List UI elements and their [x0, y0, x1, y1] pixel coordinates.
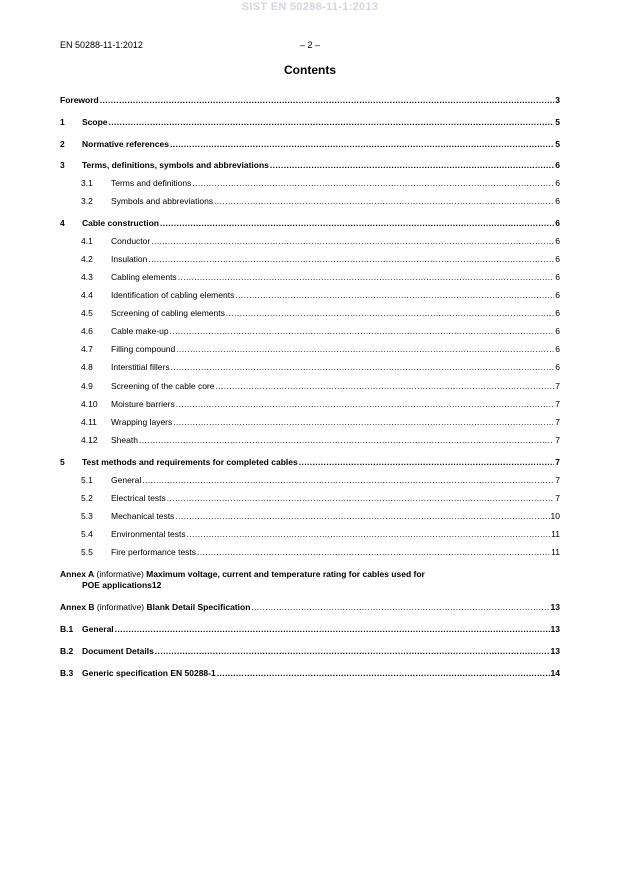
annex-a-entry-continued[interactable]: [60, 580, 560, 592]
toc-entry-number: 5: [60, 457, 65, 467]
toc-entry[interactable]: [60, 117, 560, 129]
toc-entry-page: 11: [551, 529, 560, 539]
toc-entry-page: 6: [555, 344, 560, 354]
toc-entry-page: 5: [555, 117, 560, 127]
toc-entry[interactable]: [60, 435, 560, 447]
toc-entry-title: Electrical tests: [111, 493, 166, 503]
toc-entry-title: Conductor: [111, 236, 151, 246]
annex-b-section-title: Document Details: [82, 646, 154, 656]
leader-dots: [109, 117, 555, 127]
toc-entry[interactable]: [60, 547, 560, 559]
annex-b-informative: (informative): [96, 602, 145, 612]
annex-b-section-entry[interactable]: [60, 646, 560, 658]
annex-a-entry[interactable]: [60, 569, 560, 579]
toc-entry-title: Interstitial fillers: [111, 362, 170, 372]
leader-dots: [170, 326, 555, 336]
toc-entry-number: 4.11: [81, 417, 97, 427]
leader-dots: [175, 511, 549, 521]
leader-dots: [251, 602, 549, 612]
leader-dots: [171, 362, 555, 372]
toc-entry[interactable]: [60, 457, 560, 469]
toc-entry[interactable]: [60, 160, 560, 172]
toc-entry[interactable]: [60, 475, 560, 487]
leader-dots: [214, 196, 554, 206]
annex-b-section-number: B.1: [60, 624, 74, 634]
toc-entry[interactable]: [60, 493, 560, 505]
toc-entry[interactable]: [60, 236, 560, 248]
toc-entry-page: 6: [555, 160, 560, 170]
toc-entry-page: 6: [555, 272, 560, 282]
leader-dots: [178, 272, 555, 282]
toc-entry-number: 4.3: [81, 272, 93, 282]
toc-entry-title: Terms, definitions, symbols and abbreviations: [82, 160, 269, 170]
toc-entry-page: 7: [555, 457, 560, 467]
leader-dots: [192, 178, 554, 188]
annex-a-informative: (informative): [96, 569, 144, 579]
toc-entry-title: Environmental tests: [111, 529, 186, 539]
annex-b-label: Annex B: [60, 602, 95, 612]
toc-entry[interactable]: [60, 381, 560, 393]
toc-entry-page: 7: [555, 399, 560, 409]
toc-entry-number: 4.12: [81, 435, 98, 445]
toc-entry-title: Moisture barriers: [111, 399, 175, 409]
leader-dots: [176, 344, 554, 354]
toc-entry-number: 4.4: [81, 290, 93, 300]
toc-entry-number: 5.3: [81, 511, 93, 521]
leader-dots: [139, 435, 554, 445]
toc-entry-title: Symbols and abbreviations: [111, 196, 214, 206]
annex-b-section-entry[interactable]: [60, 668, 560, 680]
toc-entry-title: Wrapping layers: [111, 417, 173, 427]
leader-dots: [217, 668, 550, 678]
toc-entry-page: 6: [555, 178, 560, 188]
page-number: – 2 –: [299, 40, 321, 50]
toc-entry-title: Fire performance tests: [111, 547, 197, 557]
toc-entry-title: Identification of cabling elements: [111, 290, 235, 300]
annex-a-title: Maximum voltage, current and temperature rating for cables used for: [146, 569, 425, 579]
toc-entry-page: 7: [555, 475, 560, 485]
toc-entry-page: 6: [555, 218, 560, 228]
toc-entry-page: 6: [555, 308, 560, 318]
leader-dots: [187, 529, 551, 539]
toc-entry[interactable]: [60, 308, 560, 320]
toc-entry-number: 4.2: [81, 254, 93, 264]
toc-entry[interactable]: [60, 218, 560, 230]
annex-b-section-page: 13: [550, 646, 560, 656]
toc-entry-number: 5.4: [81, 529, 93, 539]
toc-entry-page: 10: [550, 511, 560, 521]
toc-entry-title: Cable construction: [82, 218, 159, 228]
toc-entry-number: 4.10: [81, 399, 98, 409]
toc-entry-title: Mechanical tests: [111, 511, 175, 521]
toc-entry-number: 4.9: [81, 381, 93, 391]
toc-entry-title: Insulation: [111, 254, 148, 264]
leader-dots: [270, 160, 554, 170]
annex-b-section-number: B.2: [60, 646, 74, 656]
toc-entry-number: 4: [60, 218, 65, 228]
toc-entry[interactable]: [60, 326, 560, 338]
toc-entry-page: 11: [551, 547, 560, 557]
annex-a-title-continued: POE applications: [82, 580, 152, 590]
toc-entry-number: 4.6: [81, 326, 93, 336]
annex-a-label: Annex A: [60, 569, 95, 579]
toc-entry-page: 7: [555, 381, 560, 391]
leader-dots: [100, 95, 555, 105]
toc-entry-number: 5.2: [81, 493, 93, 503]
toc-entry-title: Terms and definitions: [111, 178, 192, 188]
toc-entry[interactable]: [60, 272, 560, 284]
leader-dots: [299, 457, 555, 467]
toc-entry-number: 5.5: [81, 547, 93, 557]
annex-a-page: 12: [151, 580, 162, 590]
toc-entry-title: Normative references: [82, 139, 169, 149]
leader-dots: [215, 381, 554, 391]
toc-entry[interactable]: [60, 511, 560, 523]
toc-entry-title: Test methods and requirements for completed cables: [82, 457, 298, 467]
toc-entry[interactable]: [60, 362, 560, 374]
toc-entry-title: Sheath: [111, 435, 138, 445]
toc-entry-number: 4.1: [81, 236, 93, 246]
toc-entry[interactable]: [60, 254, 560, 266]
toc-entry-number: 1: [60, 117, 65, 127]
toc-entry-title: General: [111, 475, 142, 485]
leader-dots: [167, 493, 554, 503]
toc-entry-page: 5: [555, 139, 560, 149]
leader-dots: [226, 308, 554, 318]
toc-entry-page: 3: [555, 95, 560, 105]
toc-entry[interactable]: [60, 529, 560, 541]
toc-entry-page: 6: [555, 196, 560, 206]
toc-entry-title: Scope: [82, 117, 108, 127]
toc-entry-title: Cabling elements: [111, 272, 177, 282]
annex-b-section-page: 14: [550, 668, 560, 678]
toc-entry-title: Screening of cabling elements: [111, 308, 225, 318]
leader-dots: [155, 646, 550, 656]
toc-entry-title: Cable make-up: [111, 326, 169, 336]
toc-entry-page: 7: [555, 417, 560, 427]
toc-entry-number: 5.1: [81, 475, 93, 485]
annex-b-section-number: B.3: [60, 668, 74, 678]
toc-entry-page: 6: [555, 326, 560, 336]
toc-entry[interactable]: [60, 178, 560, 190]
leader-dots: [176, 399, 554, 409]
leader-dots: [142, 475, 554, 485]
toc-entry-number: 3.2: [81, 196, 93, 206]
leader-dots: [148, 254, 554, 264]
leader-dots: [197, 547, 550, 557]
toc-entry-page: 6: [555, 362, 560, 372]
toc-entry-number: 4.7: [81, 344, 93, 354]
leader-dots: [160, 218, 554, 228]
toc-entry[interactable]: [60, 139, 560, 151]
watermark: SIST EN 50288-11-1:2013: [241, 1, 379, 13]
annex-b-entry[interactable]: [60, 602, 560, 614]
toc-entry[interactable]: [60, 417, 560, 429]
leader-dots: [173, 417, 554, 427]
toc-entry[interactable]: [60, 399, 560, 411]
leader-dots: [151, 236, 554, 246]
toc-entry-page: 7: [555, 493, 560, 503]
toc-entry-title: Foreword: [60, 95, 99, 105]
leader-dots: [115, 624, 550, 634]
annex-b-section-page: 13: [550, 624, 560, 634]
annex-b-section-title: Generic specification EN 50288-1: [82, 668, 216, 678]
leader-dots: [235, 290, 554, 300]
toc-entry-number: 3: [60, 160, 65, 170]
annex-b-title: Blank Detail Specification: [146, 602, 251, 612]
toc-entry-title: Screening of the cable core: [111, 381, 215, 391]
annex-b-section-title: General: [82, 624, 114, 634]
toc-entry[interactable]: [60, 290, 560, 302]
toc-entry-number: 3.1: [81, 178, 93, 188]
toc-entry-page: 7: [555, 435, 560, 445]
toc-entry[interactable]: [60, 95, 560, 107]
toc-entry-number: 4.8: [81, 362, 93, 372]
toc-entry-number: 2: [60, 139, 65, 149]
toc-entry-page: 6: [555, 236, 560, 246]
toc-entry[interactable]: [60, 196, 560, 208]
leader-dots: [170, 139, 554, 149]
toc-entry-number: 4.5: [81, 308, 93, 318]
toc-entry[interactable]: [60, 344, 560, 356]
annex-b-page: 13: [550, 602, 560, 612]
annex-b-section-entry[interactable]: [60, 624, 560, 636]
document-id: EN 50288-11-1:2012: [60, 40, 143, 50]
toc-entry-page: 6: [555, 254, 560, 264]
contents-title: Contents: [284, 63, 336, 77]
toc-entry-page: 6: [555, 290, 560, 300]
toc-entry-title: Filling compound: [111, 344, 176, 354]
